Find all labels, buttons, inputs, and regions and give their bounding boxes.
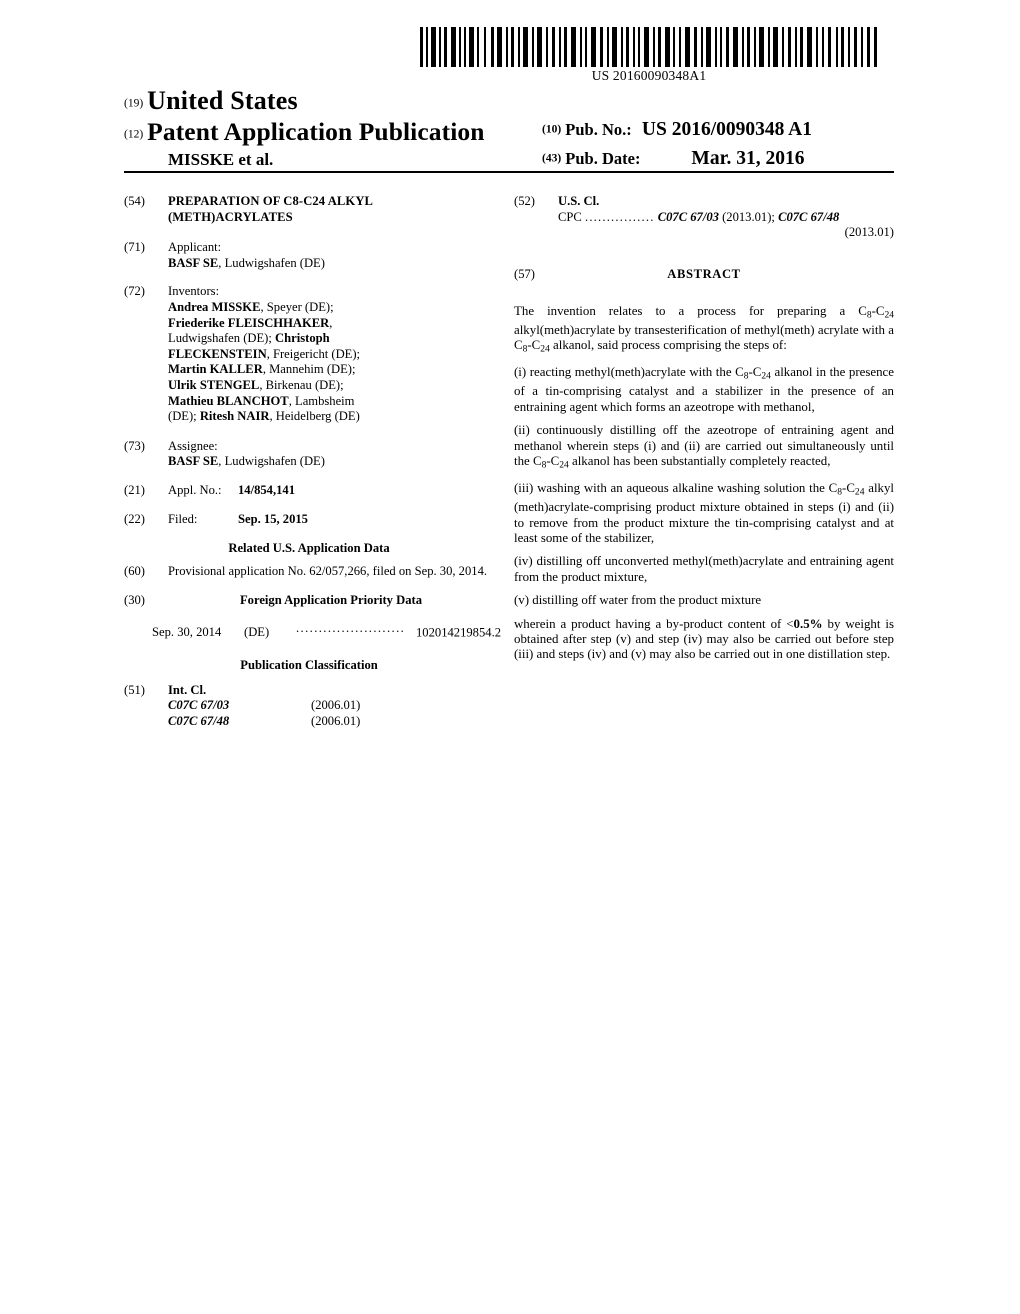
inventors-label: Inventors: — [168, 284, 220, 299]
field-assignee — [124, 439, 494, 470]
field-int-cl — [124, 683, 494, 699]
inid-43: (43) — [542, 152, 562, 165]
abstract-paragraph: (v) distilling off water from the product mixture — [514, 593, 762, 608]
inventor-line: FLECKENSTEIN, Freigericht (DE); — [168, 346, 361, 361]
publication-number-text: US 20160090348A1 — [591, 68, 707, 83]
pubno-label: Pub. No.: — [565, 120, 632, 139]
field-appl-no — [124, 483, 494, 499]
inid-30: (30) — [124, 593, 145, 608]
inid-60: (60) — [124, 563, 145, 578]
assignee-label: Assignee: — [168, 438, 218, 453]
field-foreign-priority-heading — [124, 593, 494, 609]
applicant-address: , Ludwigshafen (DE) — [218, 255, 325, 270]
int-cl-row — [168, 698, 494, 714]
priority-date: Sep. 30, 2014 — [152, 625, 222, 640]
field-provisional — [124, 564, 494, 580]
int-cl-version: (2006.01) — [311, 713, 361, 728]
priority-number: 102014219854.2 — [416, 625, 502, 640]
barcode-image — [418, 27, 880, 67]
abstract-paragraph: wherein a product having a by-product content of <0.5% by weight is obtained after step (v) and step (iv) may also be carried out before step (iii) and steps (iv) and (v) may also be carried out in one distillation step. — [514, 616, 894, 662]
filed-value: Sep. 15, 2015 — [238, 511, 308, 526]
inid-71: (71) — [124, 240, 145, 255]
field-title — [124, 194, 494, 225]
abstract-heading-row — [514, 267, 894, 285]
field-filed — [124, 512, 494, 528]
priority-country: (DE) — [244, 625, 270, 640]
inid-21: (21) — [124, 482, 145, 497]
inid-54: (54) — [124, 194, 145, 208]
barcode-block — [418, 27, 880, 84]
inid-72: (72) — [124, 284, 145, 299]
inid-22: (22) — [124, 511, 145, 526]
int-cl-code: C07C 67/03 — [168, 698, 230, 713]
field-us-cl — [514, 194, 894, 210]
filed-label: Filed: — [168, 511, 198, 526]
inventor-line: Ulrik STENGEL, Birkenau (DE); — [168, 377, 344, 392]
field-inventors — [124, 284, 494, 424]
title-line-2: (METH)ACRYLATES — [168, 209, 293, 224]
inid-52: (52) — [514, 194, 535, 208]
pubdate-value: Mar. 31, 2016 — [691, 148, 805, 169]
assignee-name: BASF SE — [168, 454, 219, 469]
pubdate-label: Pub. Date: — [565, 149, 641, 168]
bibliographic-right-column — [514, 194, 894, 663]
country-line — [124, 86, 298, 116]
inventor-line: Ludwigshafen (DE); Christoph — [168, 331, 330, 346]
publication-date-row — [542, 148, 804, 170]
abstract-paragraph: The invention relates to a process for preparing a $C_8-C_{24}$ alkyl(meth)acrylate by transesterification of methyl(meth) acrylate with a $C_8-C_{24}$ alkanol, said process comprising the steps of: — [514, 303, 894, 355]
appl-no-label: Appl. No.: — [168, 482, 222, 497]
inventors-list — [168, 300, 426, 425]
cpc-version-2: (2013.01) — [844, 225, 894, 240]
int-cl-version: (2006.01) — [311, 698, 361, 713]
cpc-leader-dots: ................ — [584, 209, 655, 224]
appl-no-value: 14/854,141 — [238, 482, 296, 497]
inid-57: (57) — [514, 266, 535, 281]
country-name: United States — [147, 86, 298, 115]
abstract-title: ABSTRACT — [667, 266, 741, 281]
int-cl-code: C07C 67/48 — [168, 713, 230, 728]
publication-classification-heading: Publication Classification — [240, 658, 378, 673]
first-named-applicant: MISSKE et al. — [168, 150, 274, 169]
cpc-version-1: (2013.01); — [718, 209, 779, 224]
header-divider — [124, 171, 894, 173]
inventor-line: (DE); Ritesh NAIR, Heidelberg (DE) — [168, 409, 360, 424]
doc-type: Patent Application Publication — [147, 117, 485, 146]
publication-number-row — [542, 119, 812, 141]
inid-51: (51) — [124, 682, 145, 697]
abstract-paragraph: (iv) distilling off unconverted methyl(meth)acrylate and entraining agent from the product mixture, — [514, 554, 894, 584]
bibliographic-left-column — [124, 194, 502, 729]
related-us-application-data-heading: Related U.S. Application Data — [228, 541, 390, 556]
inid-10: (10) — [542, 123, 562, 136]
abstract-paragraph: (iii) washing with an aqueous alkaline washing solution the $C_8-C_{24}$ alkyl (meth)acrylate-comprising product mixture obtained in steps (i) and (ii) to remove from the product mixture the tin-comprising catalyst and at least some of the stabilizer, — [514, 481, 895, 546]
pubno-value: US 2016/0090348 A1 — [641, 119, 812, 140]
priority-leader-dots: ........................ — [296, 620, 406, 635]
inventor-line: Mathieu BLANCHOT, Lambsheim — [168, 393, 355, 408]
abstract-paragraph: (i) reacting methyl(meth)acrylate with the $C_8-C_{24}$ alkanol in the presence of a tin-comprising catalyst and a stabilizer in the presence of an entraining agent which forms an azeotrope with methanol, — [514, 365, 894, 414]
doc-type-line — [124, 117, 485, 147]
inventor-line: Martin KALLER, Mannehim (DE); — [168, 362, 356, 377]
applicant-name: BASF SE — [168, 255, 219, 270]
field-applicant — [124, 240, 494, 271]
title-line-1: PREPARATION OF C8-C24 ALKYL — [168, 194, 374, 208]
abstract-body — [514, 304, 894, 663]
foreign-priority-heading: Foreign Application Priority Data — [239, 593, 422, 608]
cpc-code-2: C07C 67/48 — [778, 209, 840, 224]
assignee-address: , Ludwigshafen (DE) — [218, 454, 325, 469]
cpc-prefix: CPC — [558, 209, 582, 224]
inid-12: (12) — [124, 128, 144, 141]
applicant-label: Applicant: — [168, 240, 222, 255]
us-cl-label: U.S. Cl. — [558, 194, 600, 208]
inventor-line: Andrea MISSKE, Speyer (DE); — [168, 299, 334, 314]
int-cl-row — [168, 714, 494, 730]
inventor-line: Friederike FLEISCHHAKER, — [168, 315, 333, 330]
provisional-text: Provisional application No. 62/057,266, filed on Sep. 30, 2014. — [168, 563, 488, 578]
int-cl-label: Int. Cl. — [168, 682, 207, 697]
cpc-row — [558, 210, 894, 226]
inid-73: (73) — [124, 438, 145, 453]
cpc-code-1: C07C 67/03 — [657, 209, 719, 224]
priority-row — [152, 620, 502, 641]
inid-19: (19) — [124, 97, 144, 110]
abstract-paragraph: (ii) continuously distilling off the azeotrope of entraining agent and methanol wherein steps (i) and (ii) are carried out simultaneously until the $C_8-C_{24}$ alkanol has been substantially completely reacted, — [514, 423, 894, 471]
